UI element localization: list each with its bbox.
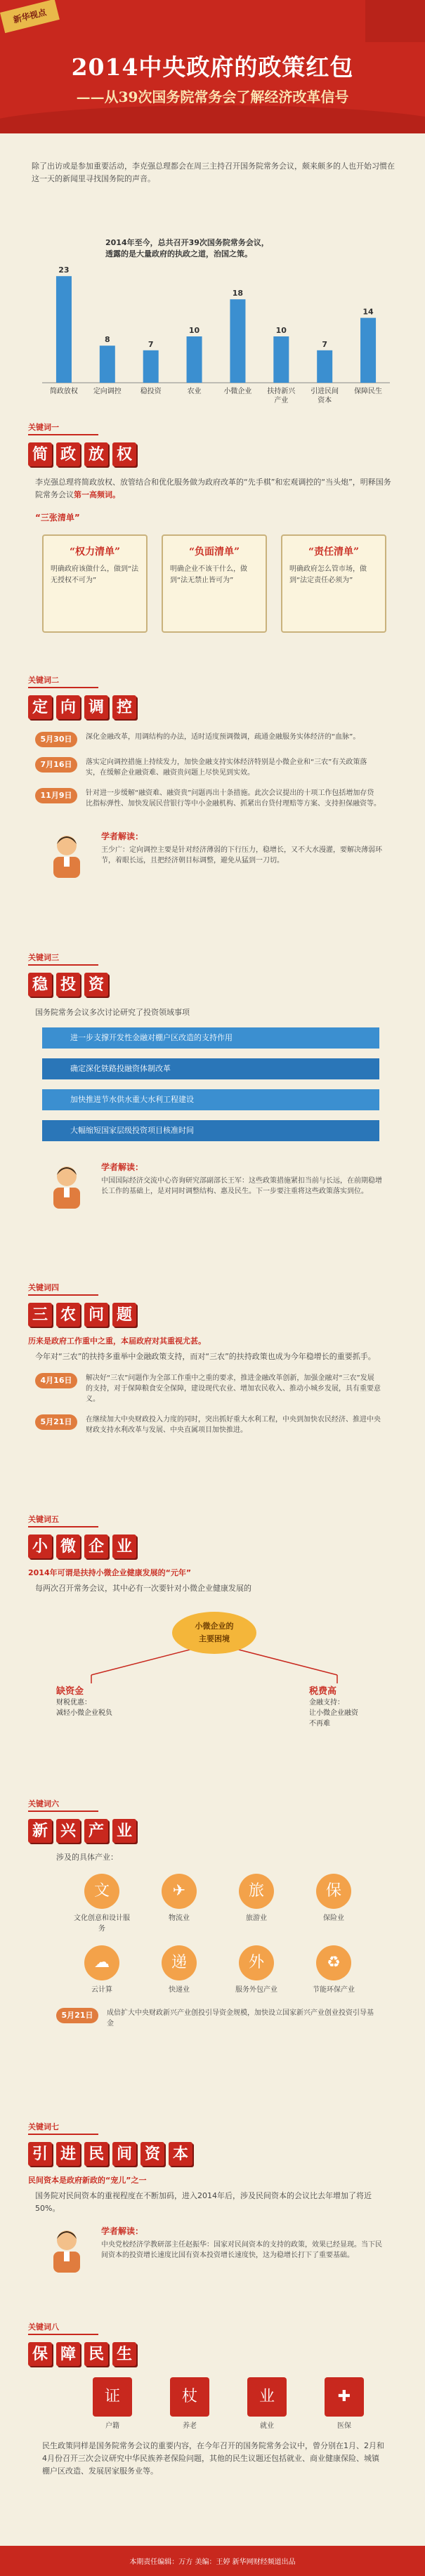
- scroll-title: “权力清单”: [69, 546, 121, 558]
- welfare-item: [84, 2377, 140, 2430]
- kw-char: 民: [84, 2342, 108, 2366]
- industry-label: 物流业: [169, 1914, 190, 1922]
- section-1-underline: [28, 434, 98, 435]
- section-5-label: 关键词五: [28, 1515, 59, 1524]
- kw-char: 兴: [56, 1819, 80, 1843]
- section-8-underline: [28, 2334, 98, 2335]
- recycle-icon: ♻: [316, 1945, 351, 1980]
- industry-item: [148, 1874, 211, 1933]
- scholar-text: 中国国际经济交流中心咨询研究部副部长王军：这些政策措施紧扣当前与长远，在前期稳增长工作的基础上，是对同时调整结构、惠及民生。下一步要注重将这些政策落实到位。: [101, 1177, 382, 1195]
- section-3-keyword: [28, 973, 400, 997]
- chart-category-label: 农业: [187, 388, 202, 395]
- welfare-icons: [84, 2377, 400, 2430]
- header-wave: [0, 105, 425, 133]
- welfare-label: 养老: [183, 2422, 197, 2430]
- luggage-icon: 旅: [239, 1874, 274, 1909]
- intro-text: 除了出访或是参加重要活动，李克强总理都会在周三主持召开国务院常务会议，颇来颇多的人也开始习惯在这一天的新闻里寻找国务院的声音。: [32, 162, 395, 183]
- industry-item: [302, 1874, 365, 1933]
- section-5-underline: [28, 1526, 98, 1527]
- timeline-text: 在继续加大中央财政投入力度的同时，突出抓好重大水利工程，中央到加快农民经济、推进中央财政支持水利改革与发展、中央直属项目加快推进。: [86, 1416, 381, 1434]
- scroll-body: 明确政府怎么管市场，做到“法定责任必须为”: [289, 565, 367, 584]
- id-card-icon: 证: [93, 2377, 132, 2417]
- smb-diagram: [28, 1605, 400, 1745]
- kw-char: 资: [84, 973, 108, 997]
- kw-char: 调: [84, 695, 108, 719]
- section-3-underline: [28, 964, 98, 966]
- timeline-item: [35, 788, 400, 809]
- smb-left-title: 缺资金: [56, 1686, 84, 1697]
- kw-char: 投: [56, 973, 80, 997]
- kw-char: 权: [112, 442, 136, 466]
- chart-note-line2: 透露的是大量政府的执政之道，治国之策。: [105, 249, 252, 258]
- chart-value-label: 23: [58, 265, 70, 275]
- section-2-keyword: [28, 695, 400, 719]
- chart-category-label: 资本: [318, 397, 332, 405]
- kw-char: 间: [112, 2142, 136, 2166]
- timeline: [35, 732, 400, 809]
- section-4-keyword: [28, 1303, 400, 1327]
- scroll-card: [281, 534, 386, 633]
- kw-char: 业: [112, 1819, 136, 1843]
- kw-char: 农: [56, 1303, 80, 1327]
- timeline-date: 7月16日: [35, 757, 77, 773]
- kw-char: 进: [56, 2142, 80, 2166]
- scroll-card: [162, 534, 267, 633]
- list-title: “三张清单”: [35, 513, 80, 523]
- chart-bar: [187, 336, 202, 383]
- industry-item: [302, 1945, 365, 1994]
- investment-list: [42, 1027, 379, 1141]
- section-6-label: 关键词六: [28, 1799, 59, 1808]
- timeline-text: 深化金融改革，用调结构的办法，适时适度预调微调，疏通金融服务实体经济的“血脉”。: [86, 733, 360, 741]
- timeline-date: 5月30日: [35, 732, 77, 747]
- section-1-label: 关键词一: [28, 423, 59, 432]
- section-4-underline: [28, 1294, 98, 1296]
- scholar-block: [42, 2225, 400, 2274]
- chart-value-label: 7: [148, 339, 154, 349]
- cloud-icon: ☁: [84, 1945, 119, 1980]
- section-2-underline: [28, 687, 98, 688]
- kw-char: 三: [28, 1303, 52, 1327]
- kw-char: 微: [56, 1535, 80, 1558]
- scholar-block: [42, 830, 400, 879]
- bar-chart: [28, 225, 404, 411]
- kw-char: 民: [84, 2142, 108, 2166]
- scroll-body: 明确政府该做什么，做到“法无授权不可为”: [51, 565, 139, 584]
- section-6-intro: 涉及的具体产业：: [56, 1853, 118, 1862]
- smb-center: 小微企业的 主要困境: [172, 1612, 256, 1654]
- kw-char: 引: [28, 2142, 52, 2166]
- kw-char: 小: [28, 1535, 52, 1558]
- section-7-underline: [28, 2134, 98, 2135]
- welfare-label: 就业: [260, 2422, 274, 2430]
- kw-char: 放: [84, 442, 108, 466]
- section-8: [28, 2321, 400, 2478]
- welfare-label: 医保: [337, 2422, 351, 2430]
- timeline-item: [35, 732, 400, 747]
- welfare-item: [316, 2377, 372, 2430]
- section-7-text: 国务院对民间资本的重视程度在不断加码，进入2014年后，涉及民间资本的会议比去年增加了将近50%。: [35, 2191, 372, 2213]
- scroll-body: 明确企业不该干什么，做到“法无禁止皆可为”: [170, 565, 247, 584]
- footer-credits: 本期责任编辑：万方 美编：王婷 新华网财经频道出品: [129, 2558, 296, 2566]
- timeline-date: 5月21日: [56, 2008, 98, 2023]
- industry-item: [225, 1945, 288, 1994]
- scholar-avatar-icon: [42, 1161, 91, 1210]
- section-1-keyword: [28, 442, 400, 466]
- industry-label: 文化创意和设计服务: [74, 1914, 130, 1933]
- header-corner: [365, 0, 425, 42]
- section-6: [28, 1798, 400, 2029]
- kw-char: 新: [28, 1819, 52, 1843]
- industry-label: 快递业: [169, 1986, 190, 1994]
- industry-item: [70, 1874, 133, 1933]
- section-7: [28, 2121, 400, 2274]
- smb-right-body: 金融支持： 让小微企业融资 不再难: [309, 1699, 358, 1728]
- timeline-item: [35, 1414, 400, 1435]
- kw-char: 问: [84, 1303, 108, 1327]
- section-1: [28, 421, 400, 633]
- section-2-label: 关键词二: [28, 676, 59, 685]
- scholar-avatar-icon: [42, 2225, 91, 2274]
- kw-char: 控: [112, 695, 136, 719]
- chart-value-label: 7: [322, 339, 328, 349]
- timeline-date: 11月9日: [35, 788, 77, 803]
- smb-right-title: 税费高: [309, 1686, 337, 1697]
- header-banner: [0, 0, 425, 133]
- chart-value-label: 10: [275, 326, 287, 335]
- scholar-avatar-icon: [42, 830, 91, 879]
- section-5: [28, 1513, 400, 1745]
- kw-char: 生: [112, 2342, 136, 2366]
- industry-label: 节能环保产业: [313, 1986, 355, 1994]
- chart-value-label: 14: [362, 307, 374, 317]
- kw-char: 产: [84, 1819, 108, 1843]
- chart-bar: [56, 276, 72, 383]
- chart-note-line1: 2014年至今，总共召开39次国务院常务会议，: [105, 238, 269, 247]
- header-ribbon: 新华视点: [0, 0, 60, 33]
- chart-bar: [317, 350, 332, 383]
- industry-item: [70, 1945, 133, 1994]
- section-1-text: [35, 476, 393, 501]
- scroll-title: “负面清单”: [188, 546, 240, 558]
- industry-label: 云计算: [91, 1986, 112, 1994]
- section-1-text-main: 李克强总理将简政放权、放管结合和优化服务做为政府改革的“先手棋”和宏观调控的“当头炮”，明释国务院常务会议: [35, 478, 391, 499]
- scholar-title: 学者解读：: [101, 832, 144, 841]
- investment-item: 大幅缩短国家层级投资项目核准时间: [42, 1120, 379, 1141]
- kw-char: 向: [56, 695, 80, 719]
- timeline-text: 解决好“三农”问题作为全部工作重中之重的要求，推进金融改革创新，加强金融对“三农”发展的支持，对于保障粮食安全保障，建设现代农业、增加农民收入、推动小城乡发展，具有重要意义。: [86, 1374, 381, 1403]
- page-title: 2014中央政府的政策红包: [71, 53, 354, 81]
- chart-bar: [100, 346, 115, 383]
- section-3: [28, 952, 400, 1210]
- section-4: [28, 1282, 400, 1435]
- section-2: [28, 674, 400, 879]
- section-6-underline: [28, 1811, 98, 1812]
- industry-item: [148, 1945, 211, 1994]
- welfare-label: 户籍: [105, 2422, 119, 2430]
- timeline-text: 针对进一步缓解“融资难、融资贵”问题再出十条措施。此次会议提出的十项工作包括增加存贷比指标弹性、加快发展民营银行等中小金融机构、抓紧出台贷付理赔等方案、支持担保融资等。: [86, 789, 381, 808]
- chart-value-label: 10: [188, 326, 200, 335]
- timeline-date: 4月16日: [35, 1373, 77, 1388]
- investment-item: 进一步支撑开发性金融对棚户区改造的支持作用: [42, 1027, 379, 1049]
- industry-label: 旅游业: [246, 1914, 267, 1922]
- section-5-headline: 2014年可谓是扶持小微企业健康发展的“元年”: [28, 1568, 192, 1577]
- section-1-highlight: 第一高频词。: [74, 490, 120, 499]
- kw-char: 保: [28, 2342, 52, 2366]
- chart-bar: [273, 336, 289, 383]
- kw-char: 政: [56, 442, 80, 466]
- industry-grid: [70, 1874, 400, 1994]
- timeline-item: [35, 1373, 400, 1405]
- airplane-icon: ✈: [162, 1874, 197, 1909]
- chart-bar: [143, 350, 159, 383]
- section-3-intro: 国务院常务会议多次讨论研究了投资领域事项: [35, 1008, 190, 1017]
- section-3-label: 关键词三: [28, 953, 59, 962]
- chart-category-label: 扶持新兴: [267, 388, 296, 395]
- section-4-label: 关键词四: [28, 1283, 59, 1292]
- welfare-item: [162, 2377, 218, 2430]
- kw-char: 障: [56, 2342, 80, 2366]
- umbrella-icon: 保: [316, 1874, 351, 1909]
- chart-container: [28, 225, 404, 411]
- truck-icon: 递: [162, 1945, 197, 1980]
- section-4-headline: 历来是政府工作重中之重，本届政府对其重视尤甚。: [28, 1336, 206, 1346]
- investment-item: 确定深化铁路投融资体制改革: [42, 1058, 379, 1079]
- kw-char: 定: [28, 695, 52, 719]
- medical-cross-icon: ✚: [325, 2377, 364, 2417]
- kw-char: 业: [112, 1535, 136, 1558]
- network-icon: 外: [239, 1945, 274, 1980]
- kw-char: 简: [28, 442, 52, 466]
- scroll-row: [42, 534, 400, 633]
- chart-bar: [360, 318, 376, 383]
- scholar-title: 学者解读：: [101, 1162, 144, 1172]
- culture-icon: 文: [84, 1874, 119, 1909]
- industry-label: 保险业: [323, 1914, 344, 1922]
- timeline: [35, 1373, 400, 1435]
- section-6-keyword: [28, 1819, 400, 1843]
- welfare-item: [239, 2377, 295, 2430]
- chart-category-label: 稳投资: [140, 388, 162, 395]
- section-5-keyword: [28, 1535, 400, 1558]
- section-8-label: 关键词八: [28, 2322, 59, 2332]
- smb-left-body: 财税优惠： 减轻小微企业税负: [56, 1699, 112, 1717]
- timeline-date: 5月21日: [35, 1414, 77, 1430]
- footer: [0, 2546, 425, 2576]
- timeline-item: [35, 757, 400, 778]
- section-4-text: 今年对“三农”的扶持多重举中金融政策支持，而对“三农”的扶持政策也成为今年稳增长的重要抓手。: [35, 1352, 376, 1361]
- section-7-keyword: [28, 2142, 400, 2166]
- briefcase-icon: 业: [247, 2377, 287, 2417]
- chart-bar: [230, 299, 245, 383]
- scroll-title: “责任清单”: [308, 546, 360, 558]
- chart-value-label: 18: [232, 289, 244, 298]
- scholar-text: 王少广：定向调控主要是针对经济薄弱的下行压力，稳增长，又不大水漫灌，要解决薄弱环节，着眼长远，且把经济朝目标调整，避免从猛到一刀切。: [101, 846, 382, 865]
- scholar-block: [42, 1161, 400, 1210]
- section-7-headline: 民间资本是政府新政的“宠儿”之一: [28, 2176, 147, 2185]
- kw-char: 企: [84, 1535, 108, 1558]
- kw-char: 本: [169, 2142, 192, 2166]
- chart-category-label: 小微企业: [223, 388, 252, 395]
- chart-category-label: 产业: [274, 397, 289, 405]
- chart-category-label: 定向调控: [93, 388, 122, 395]
- section-8-text: 民生政策同样是国务院常务会议的重要内容，在今年召开的国务院常务会议中，曾分别在1月、2月和4月份召开三次会议研究中华民族养老保险问题，其他的民生议题还包括就业、商业健康保险、城镇棚户区改造、发展居家服务业等。: [42, 2441, 384, 2476]
- scroll-card: [42, 534, 148, 633]
- kw-char: 题: [112, 1303, 136, 1327]
- section-5-text: 每两次召开常务会议，其中必有一次要针对小微企业健康发展的: [35, 1584, 251, 1593]
- page-subtitle: ——从39次国务院常务会了解经济改革信号: [76, 88, 349, 105]
- scholar-text: 中央党校经济学教研部主任赵振华：国家对民间资本的支持的政策，效果已经显现。当下民间资本的投资增长速度比国有资本投资增长速度快，这为稳增长打下了重要基础。: [101, 2241, 382, 2259]
- chart-category-label: 简政放权: [49, 388, 78, 395]
- chart-value-label: 8: [104, 335, 110, 345]
- scholar-title: 学者解读：: [101, 2226, 144, 2236]
- kw-char: 资: [140, 2142, 164, 2166]
- timeline-text: 成倍扩大中央财政新兴产业创投引导资金规模，加快设立国家新兴产业创业投资引导基金: [107, 2009, 374, 2028]
- chart-category-label: 引进民间: [310, 388, 339, 395]
- industry-item: [225, 1874, 288, 1933]
- chart-category-label: 保障民生: [354, 388, 383, 395]
- timeline-text: 落实定向调控措施上持续发力，加快金融支持实体经济特别是小微企业和“三农”有关政策落实，在缓解企业融资难、融资贵问题上尽快见到实效。: [86, 758, 367, 777]
- cane-icon: 杖: [170, 2377, 209, 2417]
- section-8-keyword: [28, 2342, 400, 2366]
- section-7-label: 关键词七: [28, 2122, 59, 2131]
- investment-item: 加快推进节水供水重大水利工程建设: [42, 1089, 379, 1110]
- kw-char: 稳: [28, 973, 52, 997]
- industry-label: 服务外包产业: [235, 1986, 277, 1994]
- timeline-item: [56, 2008, 400, 2029]
